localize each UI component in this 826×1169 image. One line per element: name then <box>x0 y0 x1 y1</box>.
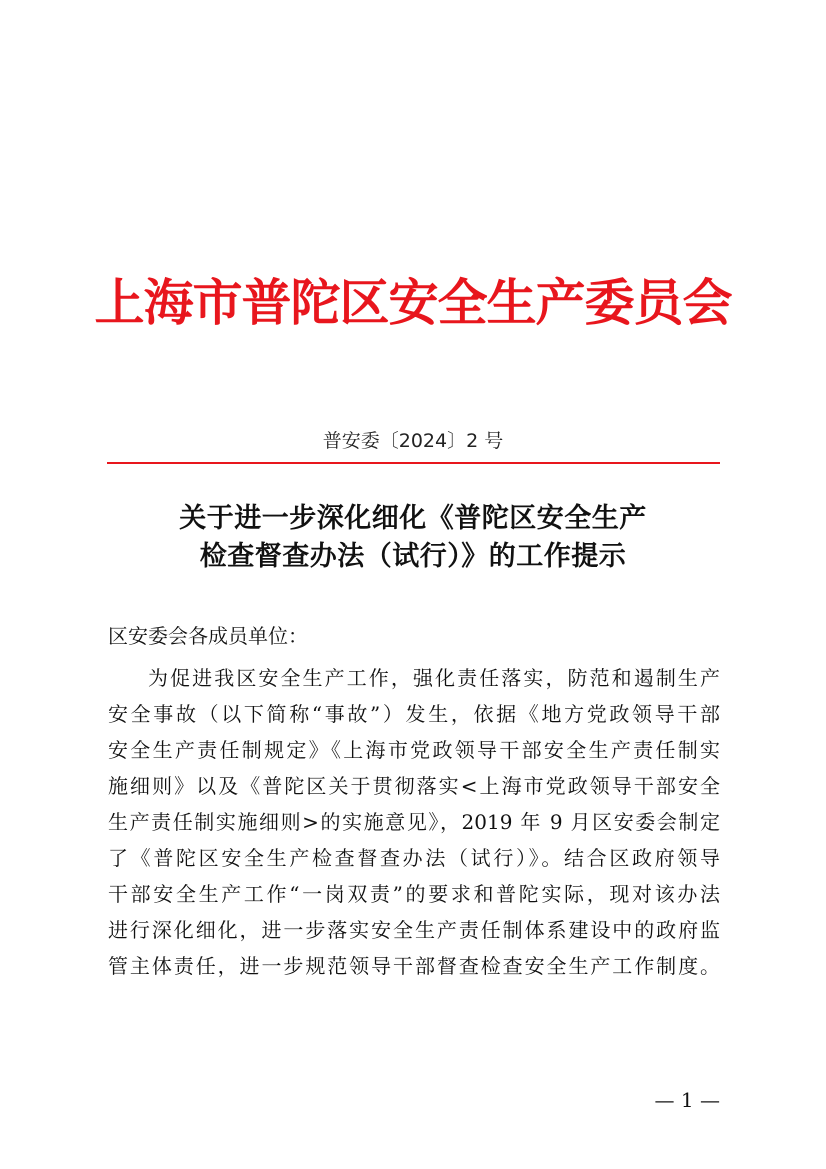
red-divider-line <box>107 462 720 464</box>
title-line-1: 关于进一步深化细化《普陀区安全生产 <box>179 503 647 534</box>
body-line: 安全事故（以下简称“事故”）发生，依据《地方党政领导干部 <box>108 702 720 726</box>
body-paragraph <box>108 660 720 984</box>
title-line-2: 检查督查办法（试行）》的工作提示 <box>199 541 627 572</box>
document-number: 普安委〔2024〕2 号 <box>322 430 504 452</box>
body-line: 管主体责任，进一步规范领导干部督查检查安全生产工作制度。 <box>108 954 720 978</box>
body-line: 生产责任制实施细则>的实施意见》，2019 年 9 月区安委会制定 <box>108 810 720 834</box>
body-line: 施细则》以及《普陀区关于贯彻落实<上海市党政领导干部安全 <box>108 774 720 798</box>
body-line: 安全生产责任制规定》《上海市党政领导干部安全生产责任制实 <box>108 738 720 762</box>
page-number: — 1 — <box>654 1088 720 1112</box>
body-line: 了《普陀区安全生产检查督查办法（试行）》。结合区政府领导 <box>108 846 720 870</box>
body-line: 为促进我区安全生产工作，强化责任落实，防范和遏制生产 <box>148 666 720 690</box>
body-line: 进行深化细化，进一步落实安全生产责任制体系建设中的政府监 <box>108 918 720 942</box>
body-line: 干部安全生产工作“一岗双责”的要求和普陀实际，现对该办法 <box>108 882 720 906</box>
issuing-organization-header: 上海市普陀区安全生产委员会 <box>94 273 732 332</box>
salutation: 区安委会各成员单位： <box>108 624 308 648</box>
document-title <box>0 500 826 576</box>
